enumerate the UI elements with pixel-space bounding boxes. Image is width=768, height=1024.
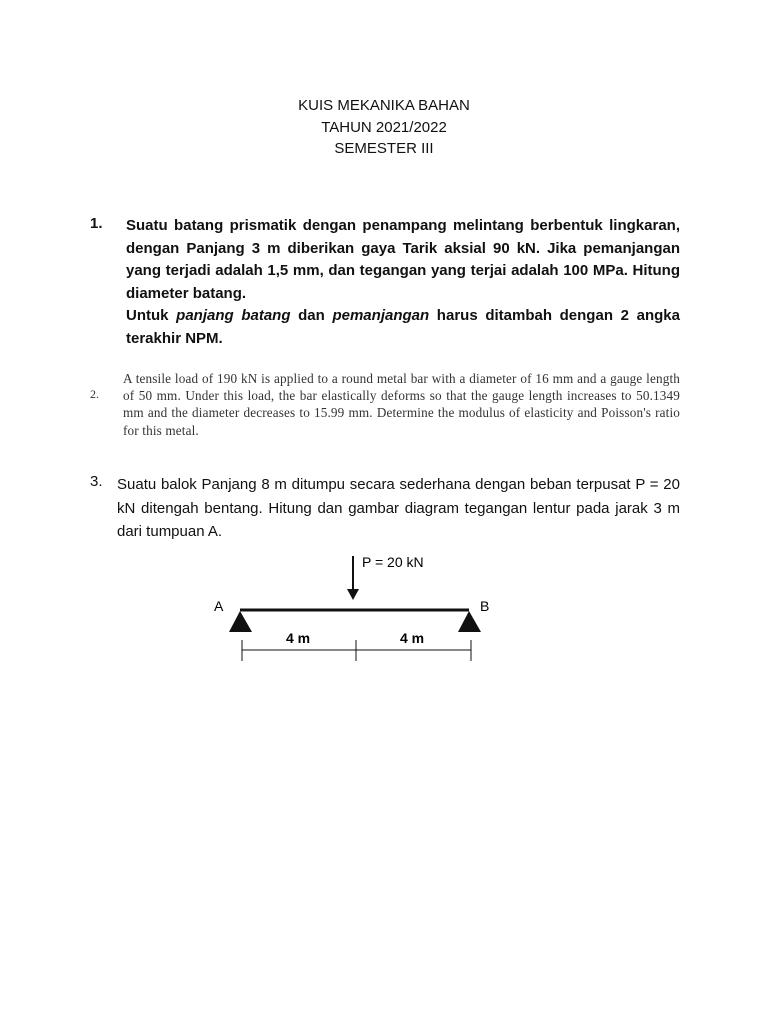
question-3-text: Suatu balok Panjang 8 m ditumpu secara sederhana dengan beban terpusat P = 20 kN ditengah bentang. Hitung dan gambar diagram tegangan lentur pada jarak 3 m dari tumpuan A.: [117, 476, 680, 540]
note-emphasis-panjang-batang: panjang batang: [176, 307, 291, 324]
note-prefix: Untuk: [126, 307, 177, 324]
span-left-label: 4 m: [286, 630, 311, 646]
question-2-number: 2.: [90, 387, 99, 401]
load-arrow-head: [347, 589, 359, 600]
support-b-triangle: [458, 611, 481, 632]
support-a-label: A: [214, 598, 224, 614]
header-title: KUIS MEKANIKA BAHAN: [298, 97, 470, 114]
note-mid: dan: [290, 307, 333, 324]
header-semester: SEMESTER III: [334, 140, 434, 157]
note-emphasis-pemanjangan: pemanjangan: [332, 307, 430, 324]
note-suffix: harus ditambah dengan 2 angka terakhir NPM.: [126, 307, 680, 347]
question-3-number: 3.: [90, 473, 103, 490]
question-1-number: 1.: [90, 215, 103, 232]
header-year: TAHUN 2021/2022: [321, 118, 447, 136]
load-label: P = 20 kN: [362, 554, 424, 570]
question-2-text: A tensile load of 190 kN is applied to a round metal bar with a diameter of 16 mm and a gauge length of 50 mm. Under this load, the bar elastically deforms so that the gauge length increases to 50.1349 mm and the diameter decreases to 15.99 mm. Determine the modulus of elasticity and Poisson's ratio for this metal.: [123, 371, 680, 438]
support-a-triangle: [229, 611, 252, 632]
support-b-label: B: [480, 598, 490, 614]
span-right-label: 4 m: [400, 630, 425, 646]
question-1-text: Suatu batang prismatik dengan penampang melintang berbentuk lingkaran, dengan Panjang 3 m diberikan gaya Tarik aksial 90 kN. Jika pemanjangan yang terjadi adalah 1,5 mm, dan tegangan yang terjai adalah 100 MPa. Hitung diameter batang.: [126, 217, 680, 302]
